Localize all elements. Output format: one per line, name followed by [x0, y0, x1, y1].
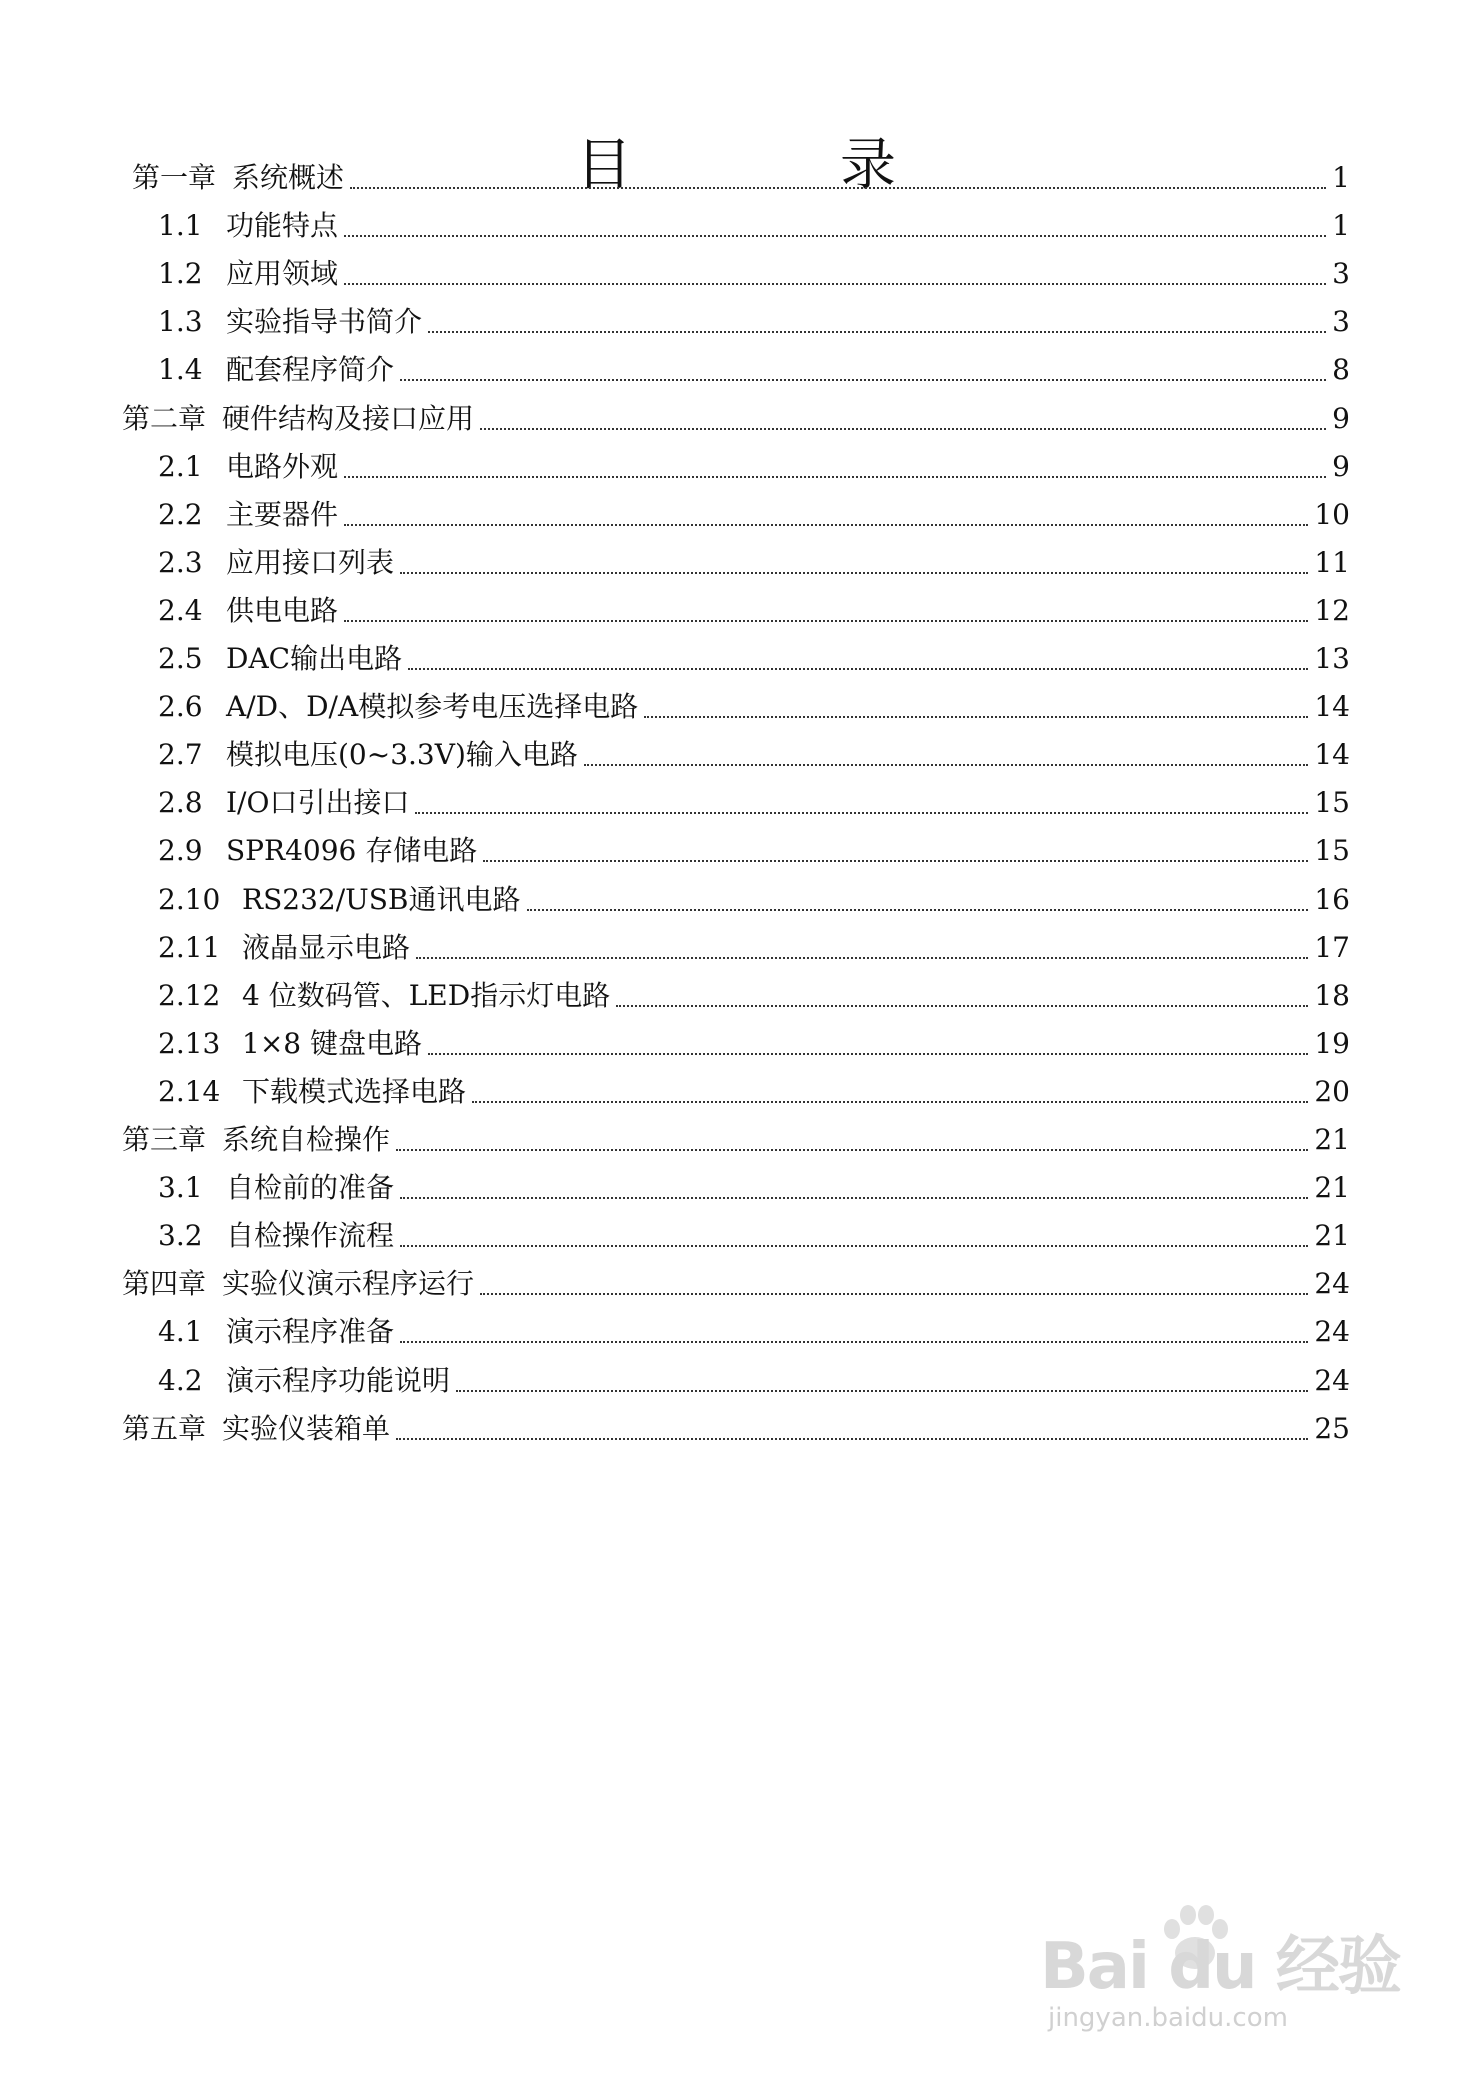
toc-entry-page-number: 17: [1314, 931, 1350, 964]
toc-entry-number: 2.11: [158, 931, 221, 964]
dot-leader: [416, 957, 1308, 959]
dot-leader: [644, 716, 1308, 718]
toc-section-entry[interactable]: [158, 591, 1350, 631]
toc-entry-page-number: 9: [1332, 402, 1350, 435]
toc-entry-title: A/D、D/A模拟参考电压选择电路: [226, 690, 639, 723]
toc-entry-number: 4.2: [158, 1364, 203, 1397]
toc-entry-title: 主要器件: [226, 498, 339, 531]
toc-entry-title: 演示程序功能说明: [226, 1364, 451, 1397]
toc-entry-page-number: 15: [1314, 834, 1350, 867]
toc-entry-title: 供电电路: [226, 594, 339, 627]
toc-entry-page-number: 10: [1314, 498, 1350, 531]
dot-leader: [396, 1149, 1308, 1151]
toc-section-entry[interactable]: [158, 302, 1350, 342]
toc-entry-page-number: 19: [1314, 1027, 1350, 1060]
toc-entry-number: 3.2: [158, 1219, 203, 1252]
toc-entry-number: 2.14: [158, 1075, 221, 1108]
toc-entry-page-number: 1: [1332, 209, 1350, 242]
dot-leader: [344, 620, 1308, 622]
toc-entry-title: 实验仪演示程序运行: [222, 1267, 475, 1300]
dot-leader: [527, 909, 1309, 911]
toc-entry-number: 2.1: [158, 450, 203, 483]
toc-entry-page-number: 13: [1314, 642, 1350, 675]
toc-entry-title: 模拟电压(0~3.3V)输入电路: [226, 738, 578, 771]
dot-leader: [400, 572, 1308, 574]
toc-entry-number: 第二章: [122, 402, 207, 435]
toc-entry-title: 硬件结构及接口应用: [222, 402, 475, 435]
toc-entry-title: 液晶显示电路: [242, 931, 411, 964]
toc-entry-title: 自检前的准备: [226, 1171, 395, 1204]
toc-entry-number: 2.10: [158, 883, 221, 916]
toc-entry-number: 4.1: [158, 1315, 203, 1348]
toc-section-entry[interactable]: [158, 447, 1350, 487]
toc-entry-number: 2.9: [158, 834, 203, 867]
dot-leader: [616, 1005, 1308, 1007]
toc-entry-title: 下载模式选择电路: [242, 1075, 467, 1108]
watermark-url: jingyan.baidu.com: [1048, 2003, 1288, 2033]
toc-entry-page-number: 24: [1314, 1364, 1350, 1397]
toc-section-entry[interactable]: [158, 687, 1350, 727]
toc-entry-title: 4 位数码管、LED指示灯电路: [242, 979, 611, 1012]
toc-section-entry[interactable]: [158, 735, 1350, 775]
toc-chapter-entry[interactable]: [132, 158, 1350, 198]
dot-leader: [400, 1245, 1308, 1247]
toc-entry-page-number: 1: [1332, 161, 1350, 194]
toc-entry-number: 1.4: [158, 353, 203, 386]
toc-section-entry[interactable]: [158, 639, 1350, 679]
toc-section-entry[interactable]: [158, 254, 1350, 294]
dot-leader: [480, 1293, 1308, 1295]
toc-entry-title: 自检操作流程: [226, 1219, 395, 1252]
toc-entry-number: 1.3: [158, 305, 203, 338]
toc-entry-title: 实验仪装箱单: [222, 1412, 391, 1445]
dot-leader: [396, 1438, 1308, 1440]
dot-leader: [428, 331, 1326, 333]
toc-entry-page-number: 11: [1314, 546, 1350, 579]
dot-leader: [400, 1341, 1308, 1343]
toc-section-entry[interactable]: [158, 1312, 1350, 1352]
toc-entry-page-number: 14: [1314, 690, 1350, 723]
toc-section-entry[interactable]: [158, 206, 1350, 246]
toc-entry-page-number: 3: [1332, 305, 1350, 338]
toc-entry-title: 功能特点: [226, 209, 339, 242]
toc-entry-number: 1.1: [158, 209, 203, 242]
toc-entry-number: 3.1: [158, 1171, 203, 1204]
toc-entry-number: 2.3: [158, 546, 203, 579]
toc-entry-number: 2.2: [158, 498, 203, 531]
dot-leader: [344, 476, 1326, 478]
toc-entry-title: 演示程序准备: [226, 1315, 395, 1348]
dot-leader: [408, 668, 1308, 670]
toc-entry-page-number: 3: [1332, 257, 1350, 290]
toc-entry-page-number: 8: [1332, 353, 1350, 386]
toc-entry-number: 第五章: [122, 1412, 207, 1445]
toc-entry-page-number: 20: [1314, 1075, 1350, 1108]
toc-chapter-entry[interactable]: [122, 399, 1350, 439]
toc-entry-number: 2.7: [158, 738, 203, 771]
toc-entry-title: 系统概述: [232, 161, 345, 194]
dot-leader: [480, 428, 1326, 430]
dot-leader: [400, 1197, 1308, 1199]
toc-entry-page-number: 24: [1314, 1315, 1350, 1348]
toc-entry-number: 2.13: [158, 1027, 221, 1060]
toc-entry-title: 电路外观: [226, 450, 339, 483]
toc-entry-page-number: 18: [1314, 979, 1350, 1012]
toc-section-entry[interactable]: [158, 1361, 1350, 1401]
dot-leader: [344, 524, 1308, 526]
toc-section-entry[interactable]: [158, 928, 1350, 968]
toc-entry-title: 系统自检操作: [222, 1123, 391, 1156]
dot-leader: [428, 1053, 1308, 1055]
toc-entry-page-number: 21: [1314, 1171, 1350, 1204]
toc-section-entry[interactable]: [158, 880, 1350, 920]
toc-chapter-entry[interactable]: [122, 1409, 1350, 1449]
dot-leader: [456, 1390, 1308, 1392]
toc-entry-page-number: 21: [1314, 1219, 1350, 1252]
toc-entry-title: 配套程序简介: [226, 353, 395, 386]
toc-entry-title: 应用接口列表: [226, 546, 395, 579]
toc-entry-number: 第一章: [132, 161, 217, 194]
toc-entry-page-number: 24: [1314, 1267, 1350, 1300]
toc-entry-title: 实验指导书简介: [226, 305, 423, 338]
toc-entry-number: 1.2: [158, 257, 203, 290]
toc-entry-title: I/O口引出接口: [226, 786, 410, 819]
dot-leader: [415, 812, 1308, 814]
toc-entry-title: DAC输出电路: [226, 642, 403, 675]
toc-section-entry[interactable]: [158, 1072, 1350, 1112]
toc-chapter-entry[interactable]: [122, 1120, 1350, 1160]
toc-entry-number: 2.4: [158, 594, 203, 627]
toc-entry-page-number: 16: [1314, 883, 1350, 916]
toc-entry-title: SPR4096 存储电路: [226, 834, 478, 867]
toc-entry-page-number: 21: [1314, 1123, 1350, 1156]
toc-entry-number: 2.6: [158, 690, 203, 723]
toc-section-entry[interactable]: [158, 1168, 1350, 1208]
toc-section-entry[interactable]: [158, 831, 1350, 871]
toc-section-entry[interactable]: [158, 1216, 1350, 1256]
dot-leader: [483, 860, 1308, 862]
toc-entry-page-number: 15: [1314, 786, 1350, 819]
dot-leader: [344, 235, 1326, 237]
toc-entry-page-number: 12: [1314, 594, 1350, 627]
toc-entry-title: RS232/USB通讯电路: [242, 883, 521, 916]
toc-entry-number: 2.5: [158, 642, 203, 675]
dot-leader: [344, 283, 1326, 285]
toc-entry-title: 应用领域: [226, 257, 339, 290]
toc-section-entry[interactable]: [158, 543, 1350, 583]
watermark-logo: Bai du 经验: [1040, 1930, 1400, 2004]
toc-entry-title: 1×8 键盘电路: [242, 1027, 422, 1060]
toc-section-entry[interactable]: [158, 350, 1350, 390]
toc-section-entry[interactable]: [158, 976, 1350, 1016]
toc-section-entry[interactable]: [158, 495, 1350, 535]
toc-entry-number: 第三章: [122, 1123, 207, 1156]
dot-leader: [350, 187, 1326, 189]
toc-entry-page-number: 14: [1314, 738, 1350, 771]
dot-leader: [400, 379, 1326, 381]
toc-entry-number: 第四章: [122, 1267, 207, 1300]
baidu-jingyan-watermark: [1040, 1895, 1400, 2045]
toc-title: 目 录: [576, 133, 972, 198]
toc-chapter-entry[interactable]: [122, 1264, 1350, 1304]
dot-leader: [584, 764, 1308, 766]
toc-entry-number: 2.8: [158, 786, 203, 819]
toc-entry-number: 2.12: [158, 979, 221, 1012]
toc-section-entry[interactable]: [158, 1024, 1350, 1064]
dot-leader: [472, 1101, 1308, 1103]
toc-entry-page-number: 9: [1332, 450, 1350, 483]
toc-entry-page-number: 25: [1314, 1412, 1350, 1445]
toc-section-entry[interactable]: [158, 783, 1350, 823]
